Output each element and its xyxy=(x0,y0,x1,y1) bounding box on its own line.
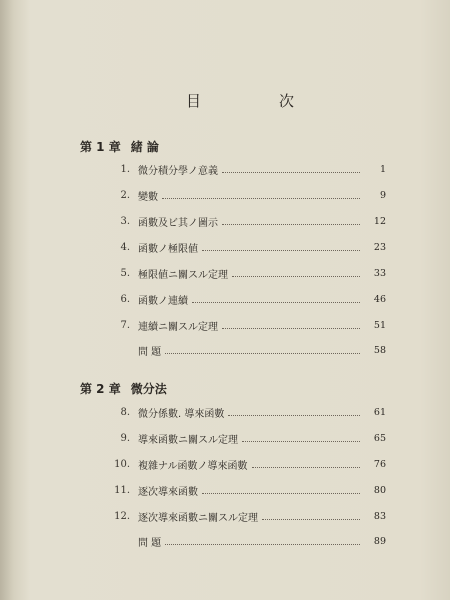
entry-number: 10. xyxy=(114,458,130,470)
entry-number: 5. xyxy=(120,267,130,279)
toc-entry[interactable] xyxy=(100,430,386,446)
toc-entry[interactable] xyxy=(100,265,386,281)
dot-leader xyxy=(222,223,360,225)
entry-number: 3. xyxy=(120,215,130,227)
entry-label: 逐次導來函數ニ關スル定理 xyxy=(138,512,258,524)
entry-label: 連續ニ關スル定理 xyxy=(138,321,218,333)
entry-page: 1 xyxy=(379,163,386,175)
toc-entry[interactable] xyxy=(100,482,386,498)
entry-label: 微分積分學ノ意義 xyxy=(138,165,218,177)
chapter-name: 微分法 xyxy=(130,382,167,396)
dot-leader xyxy=(162,197,360,199)
toc-entry[interactable] xyxy=(100,239,386,255)
dot-leader xyxy=(228,414,360,416)
toc-entry[interactable] xyxy=(100,404,386,420)
dot-leader xyxy=(202,492,360,494)
entry-page: 23 xyxy=(373,241,386,253)
dot-leader xyxy=(202,249,360,251)
entry-label: 函數ノ極限値 xyxy=(138,243,198,255)
entry-label: 問 題 xyxy=(138,346,162,358)
toc-entry[interactable] xyxy=(100,317,386,333)
chapter-name: 緒 論 xyxy=(130,140,159,154)
entry-label: 問 題 xyxy=(138,537,162,549)
dot-leader xyxy=(165,352,360,354)
toc-entry-problems[interactable] xyxy=(100,342,386,358)
entry-label: 微分係數. 導來函數 xyxy=(138,408,225,420)
toc-entry[interactable] xyxy=(100,187,386,203)
toc-entry[interactable] xyxy=(100,161,386,177)
toc-entry-problems[interactable] xyxy=(100,533,386,549)
entry-label: 導來函數ニ關スル定理 xyxy=(138,434,238,446)
entry-page: 80 xyxy=(373,484,386,496)
chapter-2-heading xyxy=(80,380,167,397)
entry-label: 變數 xyxy=(138,191,158,203)
entry-label: 極限値ニ關スル定理 xyxy=(138,269,228,281)
entry-number: 2. xyxy=(120,189,130,201)
dot-leader xyxy=(252,466,361,468)
entry-label: 函數ノ連續 xyxy=(138,295,188,307)
entry-number: 9. xyxy=(120,432,130,444)
entry-number: 1. xyxy=(120,163,130,175)
entry-page: 76 xyxy=(373,458,386,470)
entry-page: 33 xyxy=(373,267,386,279)
dot-leader xyxy=(232,275,360,277)
dot-leader xyxy=(192,301,360,303)
toc-entry[interactable] xyxy=(100,456,386,472)
page-title xyxy=(186,90,296,111)
entry-page: 51 xyxy=(373,319,386,331)
entry-number: 12. xyxy=(114,510,130,522)
chapter-1-heading xyxy=(80,138,159,155)
entry-page: 58 xyxy=(373,344,386,356)
chapter-number: 第 1 章 xyxy=(80,140,121,154)
dot-leader xyxy=(222,327,360,329)
toc-entry[interactable] xyxy=(100,213,386,229)
dot-leader xyxy=(222,171,360,173)
dot-leader xyxy=(242,440,360,442)
entry-page: 83 xyxy=(373,510,386,522)
entry-number: 4. xyxy=(120,241,130,253)
toc-entry[interactable] xyxy=(100,508,386,524)
entry-page: 89 xyxy=(373,535,386,547)
entry-page: 65 xyxy=(373,432,386,444)
entry-number: 8. xyxy=(120,406,130,418)
title-char-2: 次 xyxy=(278,92,296,110)
dot-leader xyxy=(165,543,360,545)
entry-page: 61 xyxy=(373,406,386,418)
entry-label: 函數及ビ其ノ圖示 xyxy=(138,217,218,229)
entry-page: 12 xyxy=(373,215,386,227)
entry-label: 複雜ナル函數ノ導來函數 xyxy=(138,460,248,472)
chapter-number: 第 2 章 xyxy=(80,382,121,396)
dot-leader xyxy=(262,518,360,520)
entry-number: 11. xyxy=(114,484,130,496)
entry-page: 46 xyxy=(373,293,386,305)
entry-label: 逐次導來函數 xyxy=(138,486,198,498)
entry-page: 9 xyxy=(379,189,386,201)
toc-entry[interactable] xyxy=(100,291,386,307)
entry-number: 7. xyxy=(120,319,130,331)
title-char-1: 目 xyxy=(186,92,204,110)
entry-number: 6. xyxy=(120,293,130,305)
